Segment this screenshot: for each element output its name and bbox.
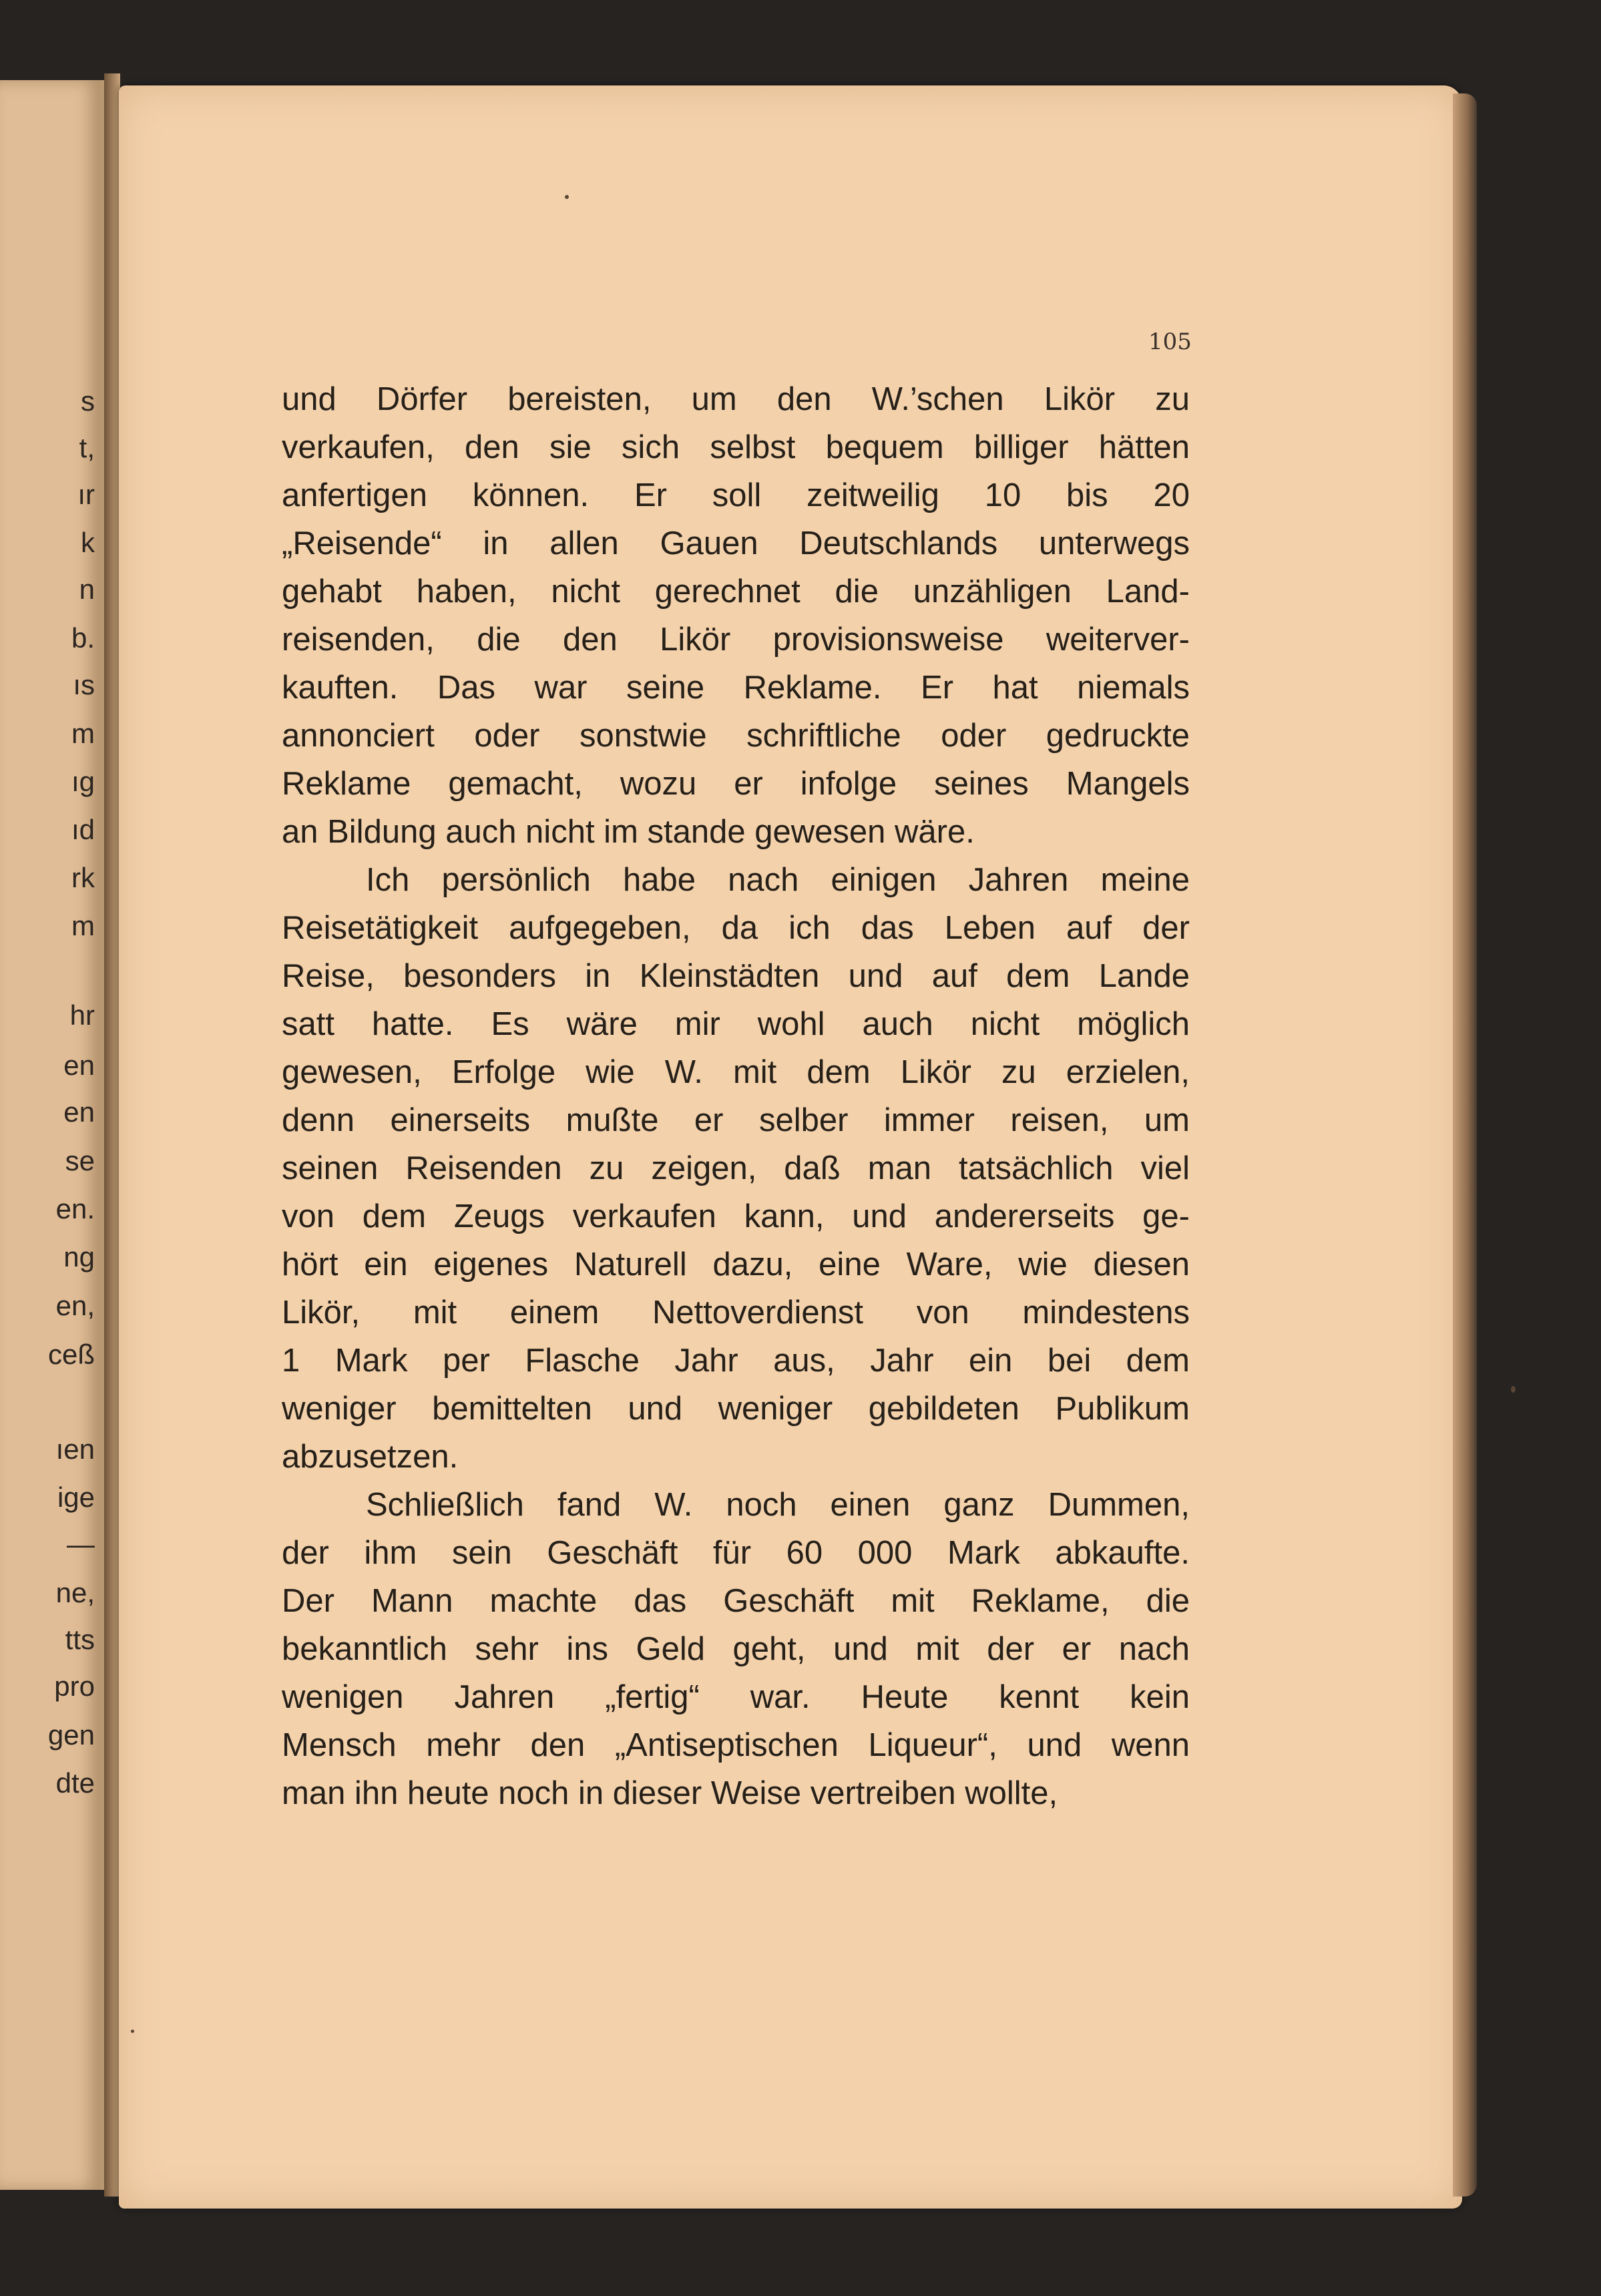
- text-line: der ihm sein Geschäft für 60 000 Mark abkaufte.: [282, 1535, 1190, 1571]
- left-page-text-fragment: se: [65, 1145, 95, 1176]
- left-page-text-fragment: en,: [55, 1290, 95, 1321]
- text-line: „Reisende“ in allen Gauen Deutschlands unterwegs: [282, 525, 1190, 561]
- left-page-text-fragment: m: [71, 910, 95, 941]
- left-page-text-fragment: hr: [69, 999, 95, 1031]
- left-page-text-fragment: dte: [55, 1767, 95, 1799]
- text-line: annonciert oder sonstwie schriftliche oder gedruckte: [282, 718, 1190, 754]
- left-page-edge: [0, 80, 104, 2190]
- text-line: Ich persönlich habe nach einigen Jahren meine: [366, 862, 1190, 898]
- left-page-text-fragment: ceß: [47, 1339, 95, 1370]
- text-line: anfertigen können. Er soll zeitweilig 10 bis 20: [282, 477, 1190, 513]
- left-page-text-fragment: en: [63, 1096, 95, 1128]
- text-line: Schließlich fand W. noch einen ganz Dummen,: [366, 1487, 1190, 1523]
- text-line: Reklame gemacht, wozu er infolge seines Mangels: [282, 766, 1190, 802]
- text-line: an Bildung auch nicht im stande gewesen wäre.: [282, 814, 975, 850]
- text-line: kauften. Das war seine Reklame. Er hat niemals: [282, 670, 1190, 706]
- text-line: 1 Mark per Flasche Jahr aus, Jahr ein bei dem: [282, 1343, 1190, 1379]
- left-page-text-fragment: pro: [54, 1670, 95, 1702]
- left-page-text-fragment: m: [71, 718, 95, 749]
- left-page-text-fragment: rk: [71, 862, 95, 893]
- text-line: hört ein eigenes Naturell dazu, eine Ware, wie diesen: [282, 1246, 1190, 1283]
- left-page-text-fragment: s: [81, 385, 95, 417]
- text-line: Likör, mit einem Nettoverdienst von mindestens: [282, 1295, 1190, 1331]
- text-line: Reise, besonders in Kleinstädten und auf dem Lande: [282, 958, 1190, 994]
- left-page-text-fragment: ıd: [71, 814, 95, 845]
- text-line: von dem Zeugs verkaufen kann, und andererseits ge-: [282, 1198, 1190, 1234]
- paragraph: [282, 375, 1190, 856]
- text-line: wenigen Jahren „fertig“ war. Heute kennt kein: [282, 1679, 1190, 1715]
- text-line: und Dörfer bereisten, um den W.’schen Likör zu: [282, 381, 1190, 417]
- left-page-text-fragment: t,: [79, 432, 95, 463]
- left-page-text-fragment: b.: [71, 622, 95, 654]
- text-line: seinen Reisenden zu zeigen, daß man tatsächlich viel: [282, 1150, 1190, 1186]
- text-line: Reisetätigkeit aufgegeben, da ich das Leben auf der: [282, 910, 1190, 946]
- left-page-text-fragment: tts: [65, 1624, 95, 1655]
- page-speck: [565, 195, 569, 199]
- page-speck: [131, 2030, 134, 2033]
- book-gutter: [104, 73, 120, 2197]
- left-page-text-fragment: ıg: [71, 766, 95, 797]
- text-line: Mensch mehr den „Antiseptischen Liqueur“, und wenn: [282, 1727, 1190, 1763]
- text-line: reisenden, die den Likör provisionsweise weiterver-: [282, 622, 1190, 658]
- text-line: verkaufen, den sie sich selbst bequem billiger hätten: [282, 429, 1190, 465]
- left-page-text-fragment: ne,: [55, 1577, 95, 1608]
- text-line: abzusetzen.: [282, 1439, 459, 1475]
- left-page-text-fragment: n: [79, 573, 95, 605]
- paragraph: [282, 856, 1190, 1481]
- text-line: satt hatte. Es wäre mir wohl auch nicht möglich: [282, 1006, 1190, 1042]
- left-page-text-fragment: —: [67, 1528, 95, 1560]
- text-line: gewesen, Erfolge wie W. mit dem Likör zu erzielen,: [282, 1054, 1190, 1090]
- text-line: denn einerseits mußte er selber immer reisen, um: [282, 1102, 1190, 1138]
- text-line: gehabt haben, nicht gerechnet die unzähligen Land-: [282, 573, 1190, 610]
- paragraph: [282, 1481, 1190, 1817]
- left-page-text-fragment: ige: [57, 1481, 95, 1513]
- left-page-text-fragment: k: [81, 527, 95, 558]
- body-text: [282, 375, 1190, 1817]
- left-page-text-fragment: ır: [77, 479, 95, 510]
- page-number: 105: [1148, 328, 1192, 355]
- left-page-text-fragment: en.: [55, 1193, 95, 1224]
- left-page-text-fragment: ıs: [73, 669, 95, 700]
- left-page-text-fragment: en: [63, 1050, 95, 1081]
- text-line: man ihn heute noch in dieser Weise vertreiben wollte,: [282, 1775, 1058, 1811]
- text-line: Der Mann machte das Geschäft mit Reklame, die: [282, 1583, 1190, 1619]
- text-line: bekanntlich sehr ins Geld geht, und mit der er nach: [282, 1631, 1190, 1667]
- left-page-text-fragment: gen: [47, 1719, 95, 1751]
- page-speck: [1511, 1386, 1516, 1393]
- left-page-text-fragment: ıen: [55, 1433, 95, 1465]
- left-page-text-fragment: ng: [63, 1241, 95, 1273]
- text-line: weniger bemittelten und weniger gebildeten Publikum: [282, 1391, 1190, 1427]
- page-stack-edge: [1453, 93, 1477, 2197]
